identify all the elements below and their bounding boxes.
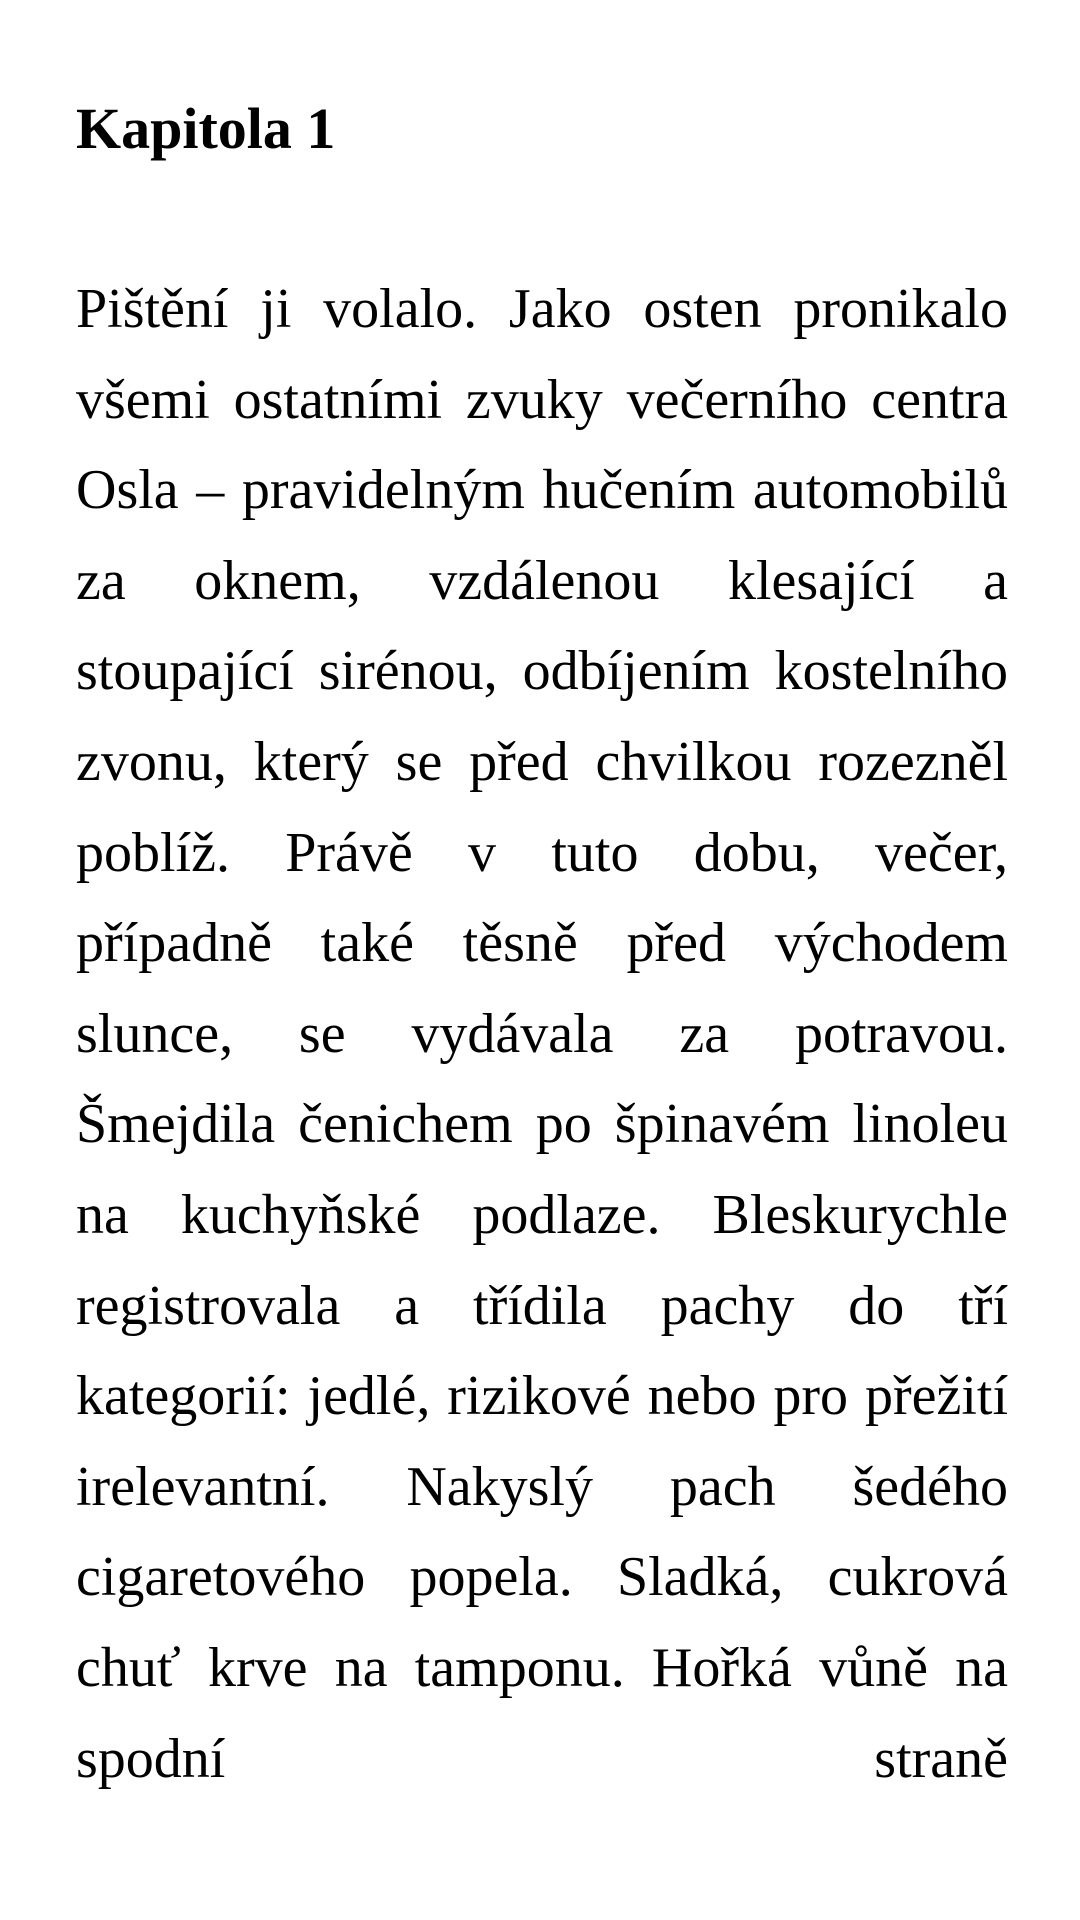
chapter-title: Kapitola 1 bbox=[76, 96, 336, 161]
chapter-body-text: Pištění ji volalo. Jako osten pronikalo všemi ostatními zvuky večerního centra Osla – pravidelným hučením automobilů za oknem, vzdálenou klesající a stoupající sirénou, odbíjením kostelního zvonu, který se před chvilkou rozezněl poblíž. Právě v tuto dobu, večer, případně také těsně před východem slunce, se vydávala za potravou. Šmejdila čenichem po špinavém linoleu na kuchyňské podlaze. Bleskurychle registrovala a třídila pachy do tří kategorií: jedlé, rizikové nebo pro přežití irelevantní. Nakyslý pach šedého cigaretového popela. Sladká, cukrová chuť krve na tamponu. Hořká vůně na spodní straně bbox=[76, 278, 1008, 1790]
